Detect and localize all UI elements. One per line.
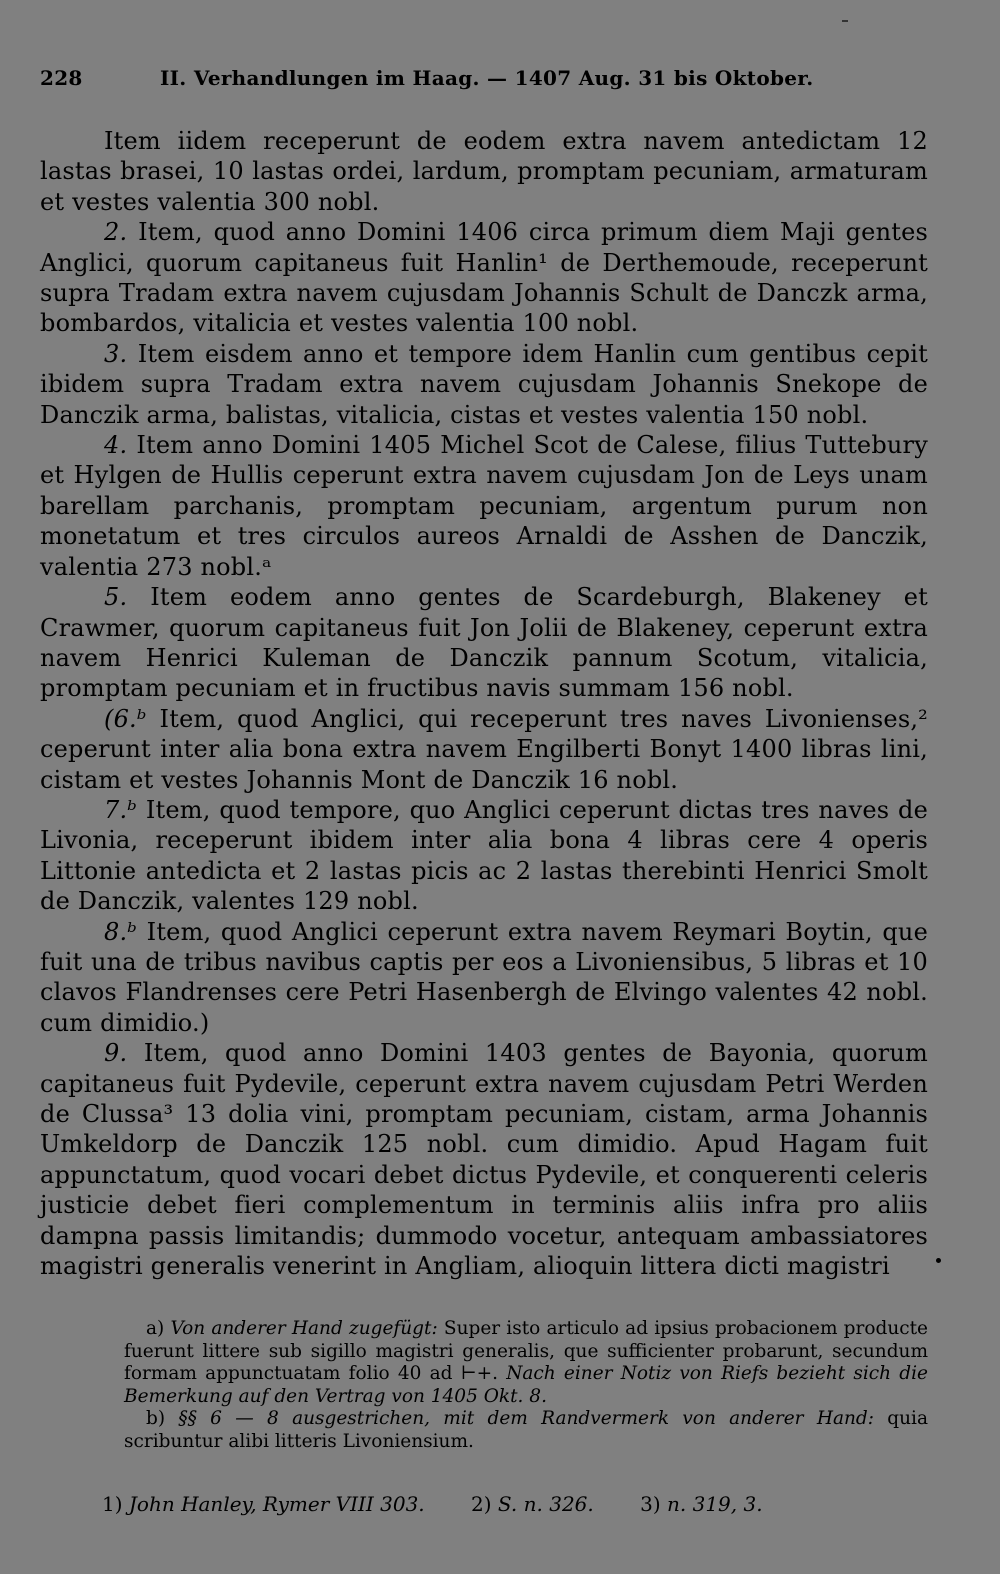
- paragraph-6: [40, 704, 928, 795]
- paragraph-number: 5.: [104, 583, 128, 612]
- paragraph-5: [40, 582, 928, 704]
- paragraph-number: 3.: [104, 339, 128, 368]
- paragraph-9: [40, 1038, 928, 1281]
- footnote-2: [471, 1492, 594, 1516]
- paragraph-number: 8.ᵇ: [104, 917, 138, 946]
- paragraph-text: Item anno Domini 1405 Michel Scot de Calese, filius Tuttebury et Hylgen de Hullis ceperunt extra navem cujusdam Jon de Leys unam barellam parchanis, promptam pecuniam, argentum purum non monetatum et tres circulos aureos Arnaldi de Asshen de Danczik, valentia 273 nobl.ᵃ: [40, 431, 928, 581]
- paragraph-7: [40, 795, 928, 917]
- note-label: b): [146, 1408, 166, 1429]
- paragraph-3: [40, 339, 928, 430]
- paragraph-1: [40, 126, 928, 217]
- paragraph-text: Item, quod Anglici, qui receperunt tres naves Livonienses,² ceperunt inter alia bona extra navem Engilberti Bonyt 1400 libras lini, cistam et vestes Johannis Mont de Danczik 16 nobl.: [40, 704, 928, 794]
- footnote-number: 2): [471, 1492, 492, 1516]
- paragraph-text: Item, quod Anglici ceperunt extra navem Reymari Boytin, que fuit una de tribus navibus captis per eos a Livoniensibus, 5 libras et 10 clavos Flandrenses cere Petri Hasenbergh de Elvingo valentes 42 nobl. cum dimidio.): [40, 917, 928, 1037]
- page-number: 228: [40, 66, 83, 90]
- paragraph-text: Item eodem anno gentes de Scardeburgh, Blakeney et Crawmer, quorum capitaneus fuit Jon Jolii de Blakeney, ceperunt extra navem Henrici Kuleman de Danczik pannum Scotum, vitalicia, promptam pecuniam et in fructibus navis summam 156 nobl.: [40, 583, 928, 703]
- note-text: Super isto articulo ad ipsius probacionem producte fuerunt littere sub sigillo magistri generalis, que sufficienter probarunt, secundum formam appunctuatam folio 40 ad ⊢+.: [124, 1318, 929, 1384]
- textual-notes: [124, 1318, 928, 1453]
- running-header: [40, 66, 940, 90]
- note-italic: §§ 6 — 8 ausgestrichen, mit dem Randvermerk von anderer Hand:: [178, 1408, 874, 1429]
- paragraph-number: 4.: [104, 431, 128, 460]
- footnote-text: John Hanley, Rymer VIII 303.: [128, 1492, 425, 1516]
- footnote-1: [102, 1492, 425, 1516]
- paragraph-number: 9.: [104, 1039, 128, 1068]
- paragraph-number: (6.ᵇ: [104, 704, 147, 733]
- note-text: quia scribuntur alibi litteris Livoniensium.: [124, 1408, 928, 1452]
- paragraph-text: Item iidem receperunt de eodem extra navem antedictam 12 lastas brasei, 10 lastas ordei, lardum, promptam pecuniam, armaturam et vestes valentia 300 nobl.: [40, 127, 928, 216]
- note-a: [124, 1318, 928, 1408]
- scan-mark: [842, 20, 848, 22]
- margin-dot: [936, 1258, 941, 1263]
- paragraph-2: [40, 217, 928, 339]
- paragraph-8: [40, 917, 928, 1039]
- footnotes: [102, 1492, 942, 1516]
- paragraph-number: 7.ᵇ: [104, 795, 138, 824]
- note-italic: Von anderer Hand zugefügt:: [170, 1318, 438, 1339]
- paragraph-text: Item, quod tempore, quo Anglici ceperunt dictas tres naves de Livonia, receperunt ibidem inter alia bona 4 libras cere 4 operis Littonie antedicta et 2 lastas picis ac 2 lastas therebinti Henrici Smolt de Danczik, valentes 129 nobl.: [40, 795, 928, 916]
- note-label: a): [146, 1318, 165, 1339]
- paragraph-number: 2.: [104, 218, 128, 247]
- note-italic: Nach einer Notiz von Riefs bezieht sich die Bemerkung auf den Vertrag von 1405 Okt. 8.: [124, 1363, 928, 1407]
- paragraph-text: Item, quod anno Domini 1406 circa primum diem Maji gentes Anglici, quorum capitaneus fuit Hanlin¹ de Derthemoude, receperunt supra Tradam extra navem cujusdam Johannis Schult de Danczk arma, bombardos, vitalicia et vestes valentia 100 nobl.: [40, 218, 928, 338]
- running-title: II. Verhandlungen im Haag. — 1407 Aug. 31 bis Oktober.: [160, 66, 814, 90]
- footnote-3: [640, 1492, 762, 1516]
- paragraph-text: Item, quod anno Domini 1403 gentes de Bayonia, quorum capitaneus fuit Pydevile, ceperunt extra navem cujusdam Petri Werden de Clussa³ 13 dolia vini, promptam pecuniam, cistam, arma Johannis Umkeldorp de Danczik 125 nobl. cum dimidio. Apud Hagam fuit appunctatum, quod vocari debet dictus Pydevile, et conquerenti celeris justicie debet fieri complementum in terminis aliis infra pro aliis dampna passis limitandis; dummodo vocetur, antequam ambassiatores magistri generalis venerint in Angliam, alioquin littera dicti magistri: [40, 1039, 928, 1281]
- footnote-text: S. n. 326.: [497, 1492, 594, 1516]
- note-b: [124, 1408, 928, 1453]
- footnote-text: n. 319, 3.: [667, 1492, 763, 1516]
- paragraph-4: [40, 430, 928, 582]
- main-text: [40, 126, 928, 1281]
- footnote-number: 1): [102, 1492, 123, 1516]
- paragraph-text: Item eisdem anno et tempore idem Hanlin cum gentibus cepit ibidem supra Tradam extra navem cujusdam Johannis Snekope de Danczik arma, balistas, vitalicia, cistas et vestes valentia 150 nobl.: [40, 339, 928, 429]
- footnote-number: 3): [640, 1492, 661, 1516]
